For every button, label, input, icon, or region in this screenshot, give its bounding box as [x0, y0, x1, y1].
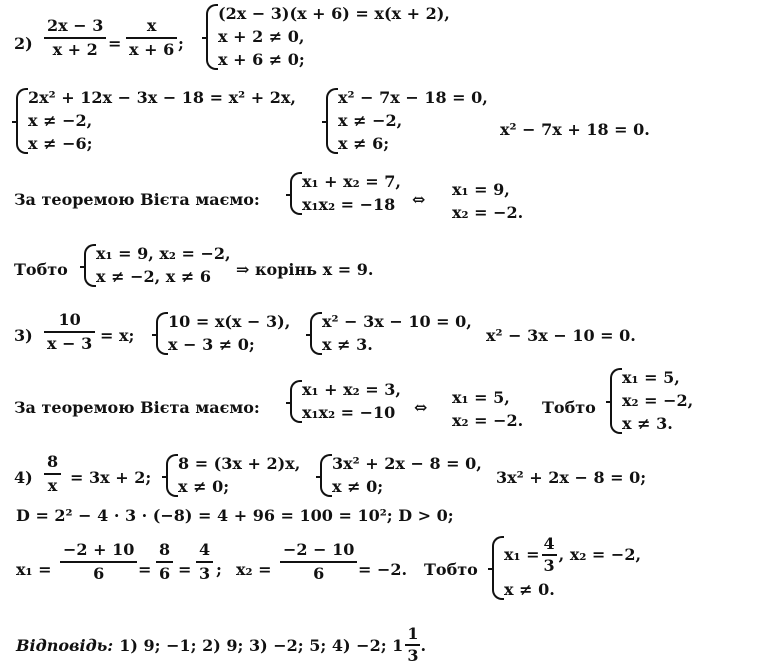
answer-frac-num: 1 [407, 624, 419, 643]
p4-sys2-row-2: x ≠ 0; [332, 477, 384, 496]
p3-rhs: = x; [100, 326, 135, 345]
p4-tobto-row-2: x ≠ 0. [504, 580, 555, 599]
p3-vieta-row-1: x₁ + x₂ = 3, [302, 380, 401, 399]
brace [166, 454, 178, 497]
p4-x1-eq-2: = [138, 560, 152, 579]
p4-tobto-row-1 [504, 536, 641, 574]
p2-frac1-den: x + 2 [52, 40, 98, 59]
p4-system-1 [166, 454, 300, 497]
p4-x1-frac1-den: 6 [93, 564, 105, 583]
p3-vieta-label: За теоремою Вієта маємо: [14, 398, 260, 417]
p3-iff: ⇔ [414, 398, 428, 417]
p4-x2-tail: = −2. [358, 560, 408, 579]
p2-system-3 [326, 88, 488, 154]
p2-system-2 [16, 88, 296, 154]
p2-frac2-den: x + 6 [129, 40, 175, 59]
answer-end: . [420, 636, 427, 655]
p4-x1-frac3-den: 3 [199, 564, 211, 583]
p4-x1-fraction-2 [156, 542, 173, 582]
p3-sys2-row-2: x ≠ 3. [322, 335, 373, 354]
p2-root-1: x₁ = 9, [452, 180, 510, 199]
p3-tobto-system [610, 368, 693, 434]
p4-x2-label: x₂ = [236, 560, 272, 579]
p2-fraction-left [44, 18, 106, 58]
p2-frac1-num: 2x − 3 [47, 16, 104, 35]
p4-tobto-x2: , x₂ = −2, [558, 545, 642, 564]
p3-tobto: Тобто [542, 398, 596, 417]
p2-sys3-row-1: x² − 7x − 18 = 0, [338, 88, 488, 107]
p2-vieta-row-2: x₁x₂ = −18 [302, 195, 396, 214]
p3-sys2-row-1: x² − 3x − 10 = 0, [322, 312, 472, 331]
p4-sys1-row-1: 8 = (3x + 2)x, [178, 454, 301, 473]
p3-sys1-row-1: 10 = x(x − 3), [168, 312, 291, 331]
p3-root-1: x₁ = 5, [452, 388, 510, 407]
p4-tobto-system [492, 536, 641, 600]
p4-x1-frac1-num: −2 + 10 [63, 540, 135, 559]
p3-vieta-system [290, 380, 401, 423]
brace [310, 312, 322, 355]
p4-x1-frac3-num: 4 [199, 540, 211, 559]
p3-frac-num: 10 [58, 310, 81, 329]
p2-sys3-row-2: x ≠ −2, [338, 111, 403, 130]
brace [84, 244, 96, 287]
p4-rhs: = 3x + 2; [70, 468, 152, 487]
p2-roots [452, 178, 523, 224]
brace [290, 380, 302, 423]
p4-sys2-row-1: 3x² + 2x − 8 = 0, [332, 454, 482, 473]
brace [326, 88, 338, 154]
p4-discriminant: D = 2² − 4 · 3 · (−8) = 4 + 96 = 100 = 10²; D > 0; [16, 506, 454, 525]
p4-sys1-row-2: x ≠ 0; [178, 477, 230, 496]
p4-number: 4) [14, 468, 33, 487]
p4-x2-frac-num: −2 − 10 [283, 540, 355, 559]
p2-tobto-row-2: x ≠ −2, x ≠ 6 [96, 267, 211, 286]
p2-tobto-row-1: x₁ = 9, x₂ = −2, [96, 244, 231, 263]
p4-x1-fraction-1 [60, 542, 137, 582]
p2-semicolon: ; [178, 34, 184, 53]
p3-sys1-row-2: x − 3 ≠ 0; [168, 335, 255, 354]
p3-vieta-row-2: x₁x₂ = −10 [302, 403, 396, 422]
answer-text: 1) 9; −1; 2) 9; 3) −2; 5; 4) −2; 1 [119, 636, 404, 655]
p4-fraction [44, 454, 61, 494]
p4-x2-frac-den: 6 [313, 564, 325, 583]
p3-roots [452, 386, 523, 432]
p2-fraction-right [126, 18, 177, 58]
p3-tobto-row-3: x ≠ 3. [622, 414, 673, 433]
p2-sys1-row-2: x + 2 ≠ 0, [218, 27, 305, 46]
p2-frac2-num: x [146, 16, 157, 35]
p4-frac-den: x [47, 476, 58, 495]
p4-system-2 [320, 454, 482, 497]
answer-label: Відповідь: [16, 636, 114, 655]
p3-tobto-row-1: x₁ = 5, [622, 368, 680, 387]
p2-sys1-row-3: x + 6 ≠ 0; [218, 50, 305, 69]
p2-tobto-system [84, 244, 231, 287]
p3-tobto-row-2: x₂ = −2, [622, 391, 694, 410]
p2-vieta-label: За теоремою Вієта маємо: [14, 190, 260, 209]
answer-mixed-fraction [405, 626, 420, 664]
brace [206, 4, 218, 70]
p4-tobto-frac-den: 3 [543, 556, 555, 575]
p2-quadratic: x² − 7x + 18 = 0. [500, 120, 650, 139]
p4-tobto-x1: x₁ = [504, 545, 540, 564]
p3-quadratic: x² − 3x − 10 = 0. [486, 326, 636, 345]
p4-x1-semicolon: ; [216, 560, 222, 579]
p3-system-2 [310, 312, 472, 355]
p2-vieta-system [290, 172, 401, 215]
p2-sys3-row-3: x ≠ 6; [338, 134, 390, 153]
p2-system-1 [206, 4, 450, 70]
p2-iff: ⇔ [412, 190, 426, 209]
answer-frac-den: 3 [407, 646, 419, 665]
p2-sys2-row-2: x ≠ −2, [28, 111, 93, 130]
p4-x1-label: x₁ = [16, 560, 52, 579]
p4-x1-fraction-3 [196, 542, 213, 582]
p3-root-2: x₂ = −2. [452, 411, 524, 430]
p4-x1-frac2-den: 6 [159, 564, 171, 583]
p2-sys1-row-1: (2x − 3)(x + 6) = x(x + 2), [218, 4, 450, 23]
brace [156, 312, 168, 355]
answer-line [16, 624, 427, 665]
p3-number: 3) [14, 326, 33, 345]
p3-system-1 [156, 312, 290, 355]
p3-frac-den: x − 3 [47, 334, 93, 353]
p4-frac-num: 8 [47, 452, 59, 471]
p2-conclusion: ⇒ корінь x = 9. [236, 260, 374, 279]
brace [492, 536, 504, 600]
p4-x1-eq-3: = [178, 560, 192, 579]
p2-sys2-row-1: 2x² + 12x − 3x − 18 = x² + 2x, [28, 88, 296, 107]
p2-number: 2) [14, 34, 33, 53]
p4-x2-fraction [280, 542, 357, 582]
p2-sys2-row-3: x ≠ −6; [28, 134, 93, 153]
p4-x1-frac2-num: 8 [159, 540, 171, 559]
brace [610, 368, 622, 434]
p4-tobto: Тобто [424, 560, 478, 579]
p4-tobto-frac-num: 4 [543, 534, 555, 553]
p4-tobto-fraction [542, 536, 557, 574]
p4-quadratic: 3x² + 2x − 8 = 0; [496, 468, 647, 487]
p2-vieta-row-1: x₁ + x₂ = 7, [302, 172, 401, 191]
brace [320, 454, 332, 497]
p2-equals: = [108, 34, 122, 53]
p3-fraction [44, 312, 95, 352]
p2-root-2: x₂ = −2. [452, 203, 524, 222]
p2-tobto: Тобто [14, 260, 68, 279]
brace [16, 88, 28, 154]
brace [290, 172, 302, 215]
